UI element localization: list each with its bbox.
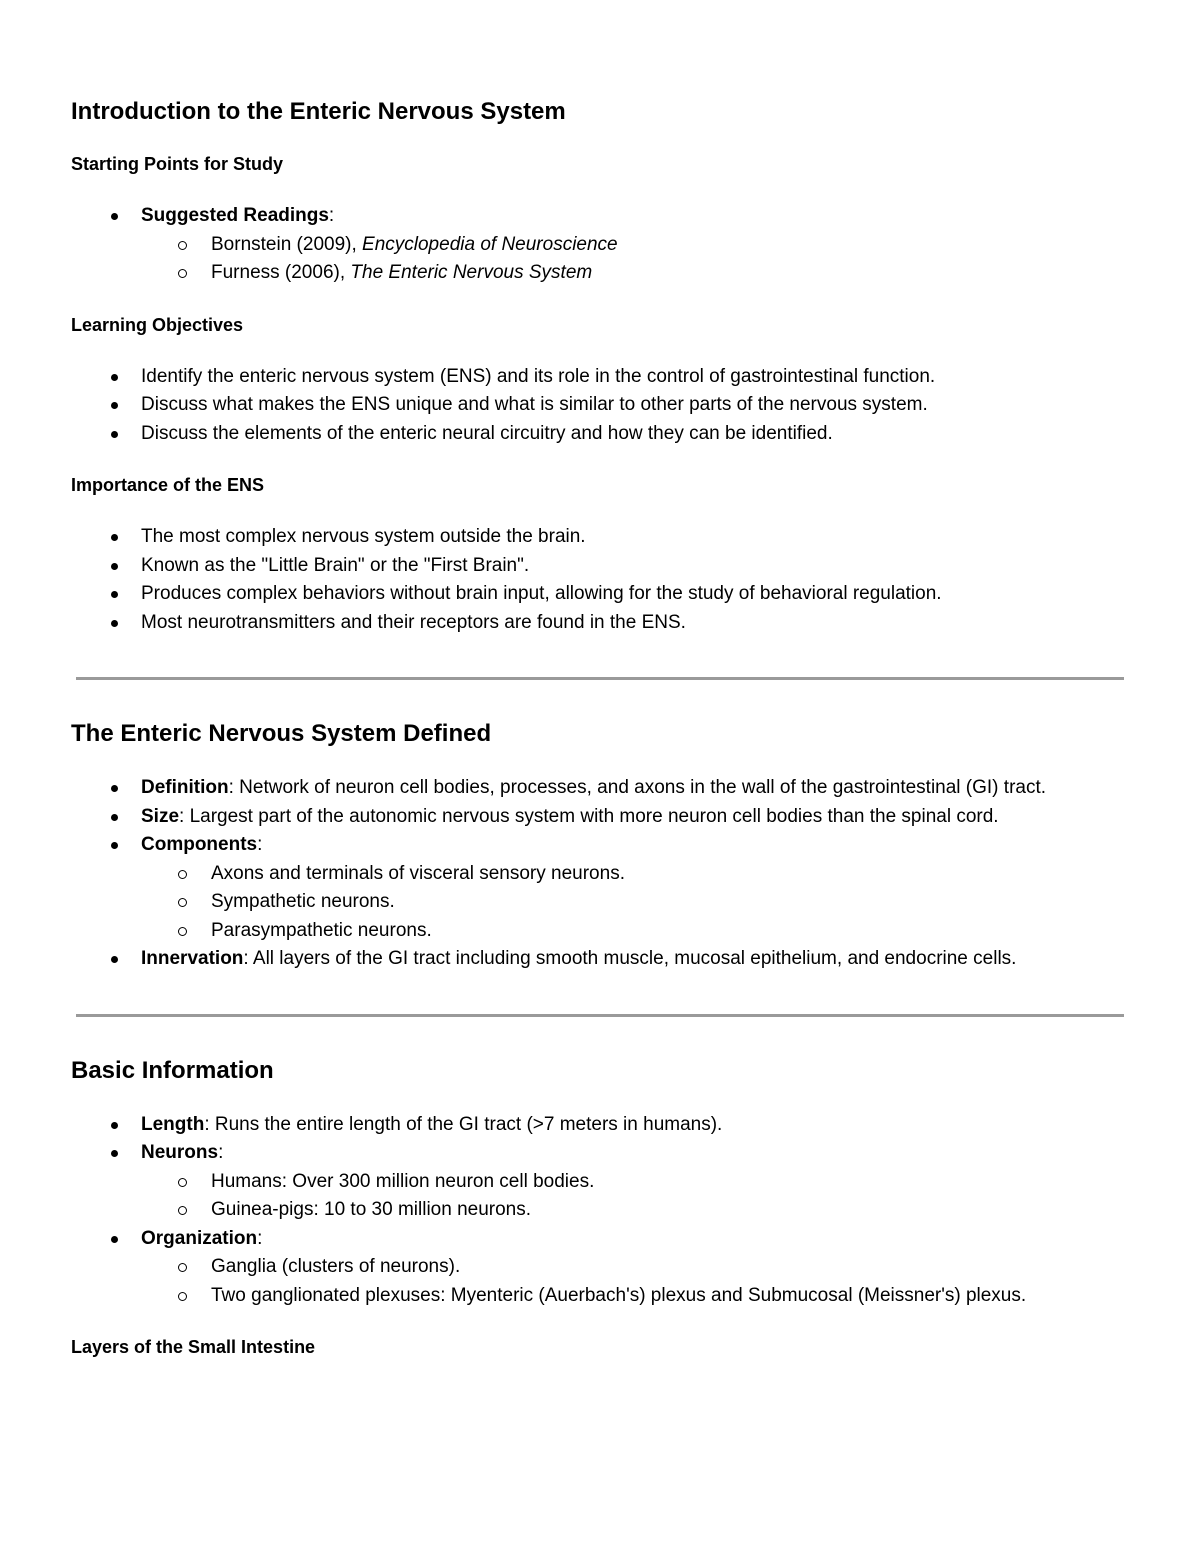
basic-info-list <box>71 1111 1131 1311</box>
heading-importance: Importance of the ENS <box>71 475 265 495</box>
list-item: Humans: Over 300 million neuron cell bodies. <box>211 1168 1131 1197</box>
label-innervation: Innervation <box>141 948 244 969</box>
section-title-introduction: Introduction to the Enteric Nervous System <box>71 98 566 125</box>
ens-defined-list <box>71 774 1131 974</box>
neurons-list <box>141 1168 1131 1225</box>
label-organization: Organization <box>141 1227 258 1249</box>
list-item: The most complex nervous system outside the brain. <box>141 523 1131 552</box>
list-item: Discuss what makes the ENS unique and what is similar to other parts of the nervous system. <box>141 391 1131 420</box>
reading-author: Bornstein (2009), <box>211 233 363 255</box>
list-item-components: Components: Axons and terminals of visceral sensory neurons. Sympathetic neurons. Parasympathetic neurons. <box>141 831 1131 945</box>
section-title-ens-defined: The Enteric Nervous System Defined <box>71 720 492 747</box>
organization-list <box>141 1253 1131 1310</box>
list-item: Discuss the elements of the enteric neural circuitry and how they can be identified. <box>141 420 1131 449</box>
definition-text: : Network of neuron cell bodies, processes, and axons in the wall of the gastrointestinal (GI) tract. <box>228 777 1047 798</box>
list-item: Identify the enteric nervous system (ENS) and its role in the control of gastrointestinal function. <box>141 363 1131 392</box>
list-item: Parasympathetic neurons. <box>211 917 1131 946</box>
label-components: Components <box>141 834 258 855</box>
list-item-size <box>141 803 1131 832</box>
list-item: Two ganglionated plexuses: Myenteric (Auerbach's) plexus and Submucosal (Meissner's) plexus. <box>211 1282 1131 1311</box>
importance-list <box>71 523 1131 637</box>
horizontal-divider <box>76 1014 1124 1017</box>
label-size: Size <box>141 805 180 827</box>
list-item-length <box>141 1111 1131 1140</box>
reading-author: Furness (2006), <box>211 262 351 283</box>
section-title-basic-information: Basic Information <box>71 1056 274 1084</box>
components-list <box>141 860 1131 946</box>
list-item-innervation <box>141 945 1131 974</box>
horizontal-divider <box>76 677 1124 680</box>
list-item: Guinea-pigs: 10 to 30 million neurons. <box>211 1196 1131 1225</box>
list-item-suggested-readings: Suggested Readings: Bornstein (2009), Encyclopedia of Neuroscience Furness (2006), The Enteric Nervous System <box>141 202 1131 288</box>
heading-learning-objectives: Learning Objectives <box>71 314 244 335</box>
heading-starting-points: Starting Points for Study <box>71 154 284 174</box>
reading-title: Encyclopedia of Neuroscience <box>362 233 618 255</box>
length-text: : Runs the entire length of the GI tract (>7 meters in humans). <box>204 1113 723 1135</box>
list-item-reading <box>211 259 1131 288</box>
list-item: Ganglia (clusters of neurons). <box>211 1253 1131 1282</box>
list-item-reading <box>211 231 1131 260</box>
list-item: Sympathetic neurons. <box>211 888 1131 917</box>
list-item-definition <box>141 774 1131 803</box>
innervation-text: : All layers of the GI tract including smooth muscle, mucosal epithelium, and endocrine cells. <box>243 948 1017 969</box>
label-neurons: Neurons <box>141 1142 219 1163</box>
list-item: Produces complex behaviors without brain input, allowing for the study of behavioral regulation. <box>141 580 1131 609</box>
label-suggested-readings: Suggested Readings <box>141 205 329 226</box>
list-item-organization: Organization: Ganglia (clusters of neurons). Two ganglionated plexuses: Myenteric (Auerbach's) plexus and Submucosal (Meissner's) plexus. <box>141 1225 1131 1311</box>
list-item: Most neurotransmitters and their receptors are found in the ENS. <box>141 609 1131 638</box>
list-item-neurons: Neurons: Humans: Over 300 million neuron cell bodies. Guinea-pigs: 10 to 30 million neurons. <box>141 1139 1131 1225</box>
starting-points-list <box>71 202 1131 288</box>
document-page <box>71 96 1131 1359</box>
heading-layers-small-intestine: Layers of the Small Intestine <box>71 1337 316 1357</box>
reading-title: The Enteric Nervous System <box>350 262 593 283</box>
label-length: Length <box>141 1113 205 1135</box>
list-item: Axons and terminals of visceral sensory neurons. <box>211 860 1131 889</box>
label-definition: Definition <box>141 777 229 798</box>
size-text: : Largest part of the autonomic nervous system with more neuron cell bodies than the spinal cord. <box>179 805 999 827</box>
list-item: Known as the "Little Brain" or the "First Brain". <box>141 552 1131 581</box>
readings-list <box>141 231 1131 288</box>
learning-objectives-list <box>71 363 1131 449</box>
